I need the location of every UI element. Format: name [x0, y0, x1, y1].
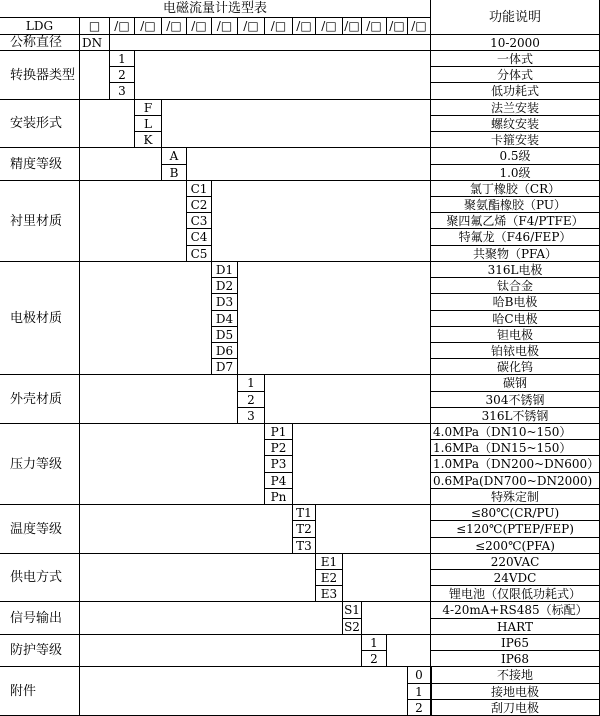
option-description: 钛合金	[431, 278, 600, 294]
option-code: E2	[316, 570, 343, 586]
blank-cell	[387, 635, 431, 667]
option-description: 1.0级	[431, 165, 600, 181]
option-code: Pn	[265, 489, 293, 505]
code-slot: /□	[238, 18, 265, 35]
option-code: 0	[408, 667, 431, 684]
option-description: ≤80℃(CR/PU)	[431, 505, 600, 521]
option-description: HART	[431, 619, 600, 635]
option-description: 铂铱电极	[431, 343, 600, 359]
option-description: ≤200℃(PFA)	[431, 538, 600, 554]
group-label-1: 安装形式	[0, 100, 80, 148]
code-cell: DN	[80, 35, 110, 51]
option-code: 2	[362, 651, 387, 667]
option-code: D2	[212, 278, 238, 294]
blank-cell	[293, 424, 431, 505]
option-code: 2	[110, 67, 135, 83]
option-code: D7	[212, 359, 238, 375]
option-description: 螺纹安装	[431, 116, 600, 132]
blank-cell	[80, 262, 212, 375]
option-description: 接地电极	[431, 684, 600, 700]
model-code: LDG	[0, 18, 80, 35]
option-description: 碳钢	[431, 375, 600, 392]
code-box: □	[80, 18, 110, 35]
group-label-3: 衬里材质	[0, 181, 80, 262]
blank-cell	[162, 100, 431, 148]
blank-cell	[80, 505, 293, 554]
option-description: 分体式	[431, 67, 600, 83]
group-label-4: 电极材质	[0, 262, 80, 375]
option-code: 1	[110, 51, 135, 67]
group-label-2: 精度等级	[0, 148, 80, 181]
row-label: 公称直径	[0, 35, 80, 51]
option-code: C3	[187, 213, 212, 229]
option-description: 24VDC	[431, 570, 600, 586]
option-description: IP68	[431, 651, 600, 667]
blank-cell	[80, 602, 343, 635]
option-code: T3	[293, 538, 316, 554]
code-slot: /□	[293, 18, 316, 35]
option-code: D5	[212, 327, 238, 343]
option-code: 2	[238, 392, 265, 408]
code-slot: /□	[110, 18, 135, 35]
option-description: 锂电池（仅限低功耗式）	[431, 586, 600, 602]
option-code: E1	[316, 554, 343, 570]
code-slot: /□	[187, 18, 212, 35]
option-description: 1.0MPa（DN200~DN600）	[433, 457, 600, 471]
blank-cell	[212, 181, 431, 262]
code-slot: /□	[265, 18, 293, 35]
code-slot: /□	[135, 18, 162, 35]
group-label-0: 转换器类型	[0, 51, 80, 100]
option-description: 氯丁橡胶（CR）	[431, 181, 600, 197]
blank-cell	[110, 35, 431, 51]
option-description: 低功耗式	[431, 83, 600, 100]
option-code: C2	[187, 197, 212, 213]
code-slot: /□	[316, 18, 343, 35]
option-description: 卡箍安装	[431, 132, 600, 148]
option-description: 0.5级	[431, 148, 600, 165]
option-code: P3	[265, 456, 293, 473]
option-description: 一体式	[431, 51, 600, 67]
blank-cell	[362, 602, 431, 635]
option-description: 4-20mA+RS485（标配）	[431, 602, 600, 619]
group-label-8: 供电方式	[0, 554, 80, 602]
option-code: D6	[212, 343, 238, 359]
option-description: 不接地	[431, 667, 600, 684]
group-label-10: 防护等级	[0, 635, 80, 667]
blank-cell	[80, 424, 265, 505]
option-code: 2	[408, 700, 431, 716]
option-description: 聚氨酯橡胶（PU）	[431, 197, 600, 213]
blank-cell	[343, 554, 431, 602]
option-description: 特氟龙（F46/FEP）	[431, 229, 600, 246]
option-code: 1	[362, 635, 387, 651]
group-label-9: 信号输出	[0, 602, 80, 635]
option-code: S1	[343, 602, 362, 619]
option-description: 0.6MPa(DN700~DN2000)	[431, 473, 600, 489]
option-code: P1	[265, 424, 293, 440]
option-description: 法兰安装	[431, 100, 600, 116]
blank-cell	[80, 667, 408, 716]
option-code: E3	[316, 586, 343, 602]
blank-cell	[265, 375, 431, 424]
option-description: 特殊定制	[431, 489, 600, 505]
option-code: T2	[293, 521, 316, 538]
description-cell: 10-2000	[431, 35, 600, 51]
blank-cell	[238, 262, 431, 375]
option-description: 4.0MPa（DN10~150）	[431, 424, 600, 440]
option-description: 钽电极	[431, 327, 600, 343]
code-slot: /□	[343, 18, 362, 35]
option-code: 3	[238, 408, 265, 424]
option-code: 1	[408, 684, 431, 700]
option-code: L	[135, 116, 162, 132]
blank-cell	[80, 375, 238, 424]
option-code: C5	[187, 246, 212, 262]
option-code: B	[162, 165, 187, 181]
option-description: 共聚物（PFA）	[431, 246, 600, 262]
code-slot: /□	[408, 18, 431, 35]
option-description: 220VAC	[431, 554, 600, 570]
option-code: D4	[212, 311, 238, 327]
code-slot: /□	[162, 18, 187, 35]
blank-cell	[135, 51, 431, 100]
group-label-5: 外壳材质	[0, 375, 80, 424]
blank-cell	[80, 148, 162, 181]
option-description: 304不锈钢	[431, 392, 600, 408]
option-description: IP65	[431, 635, 600, 651]
blank-cell	[80, 635, 362, 667]
blank-cell	[187, 148, 431, 181]
option-code: C1	[187, 181, 212, 197]
code-slot: /□	[362, 18, 387, 35]
option-code: C4	[187, 229, 212, 246]
group-label-7: 温度等级	[0, 505, 80, 554]
option-code: A	[162, 148, 187, 165]
blank-cell	[80, 554, 316, 602]
option-code: D3	[212, 294, 238, 311]
option-code: D1	[212, 262, 238, 278]
option-description: 碳化钨	[431, 359, 600, 375]
option-description: 哈C电极	[431, 311, 600, 327]
option-description: 316L不锈钢	[431, 408, 600, 424]
function-header: 功能说明	[431, 0, 600, 35]
code-slot: /□	[387, 18, 408, 35]
blank-cell	[80, 100, 135, 148]
option-description: 聚四氟乙烯（F4/PTFE）	[431, 213, 600, 229]
option-code: T1	[293, 505, 316, 521]
code-slot: /□	[212, 18, 238, 35]
option-code: 3	[110, 83, 135, 100]
blank-cell	[316, 505, 431, 554]
group-label-11: 附件	[0, 667, 80, 716]
option-code: P4	[265, 473, 293, 489]
blank-cell	[80, 181, 187, 262]
option-code: P2	[265, 440, 293, 456]
option-description: 刮刀电极	[431, 700, 600, 716]
option-code: 1	[238, 375, 265, 392]
option-code: S2	[343, 619, 362, 635]
option-code: K	[135, 132, 162, 148]
group-label-6: 压力等级	[0, 424, 80, 505]
option-description: 316L电极	[431, 262, 600, 278]
option-code: F	[135, 100, 162, 116]
option-description: 哈B电极	[431, 294, 600, 311]
blank-cell	[80, 51, 110, 100]
option-description: ≤120℃(PTEP/FEP)	[431, 521, 600, 538]
option-description: 1.6MPa（DN15~150）	[431, 440, 600, 456]
table-title: 电磁流量计选型表	[0, 0, 431, 18]
